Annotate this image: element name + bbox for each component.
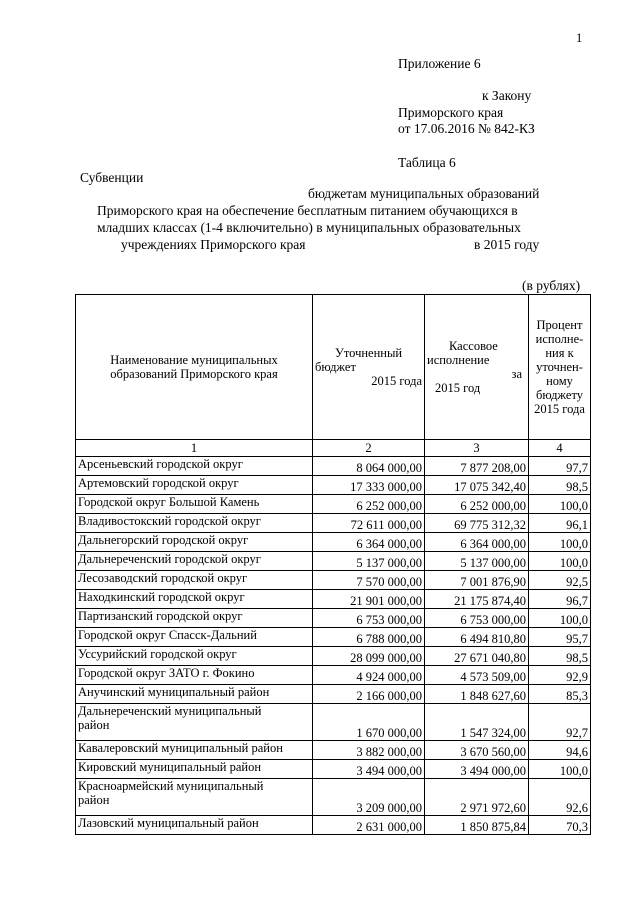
table-row	[76, 779, 591, 816]
row-name: Городской округ Большой Камень	[76, 495, 313, 514]
header-budget-line-3: 2015 года	[371, 374, 422, 388]
table-row	[76, 514, 591, 533]
table-row	[76, 760, 591, 779]
row-budget: 6 364 000,00	[313, 533, 425, 552]
row-budget: 17 333 000,00	[313, 476, 425, 495]
row-budget: 21 901 000,00	[313, 590, 425, 609]
page-number: 1	[576, 31, 583, 45]
row-name: Красноармейский муниципальный район	[76, 779, 313, 816]
row-percent: 100,0	[529, 609, 591, 628]
row-percent: 100,0	[529, 533, 591, 552]
column-number: 1	[76, 440, 313, 457]
table-row	[76, 628, 591, 647]
row-budget: 1 670 000,00	[313, 704, 425, 741]
header-exec-line-3: за	[511, 367, 522, 381]
row-executed: 69 775 312,32	[425, 514, 529, 533]
row-percent: 100,0	[529, 760, 591, 779]
header-exec-line-4: 2015 год	[435, 381, 481, 395]
row-name: Анучинский муниципальный район	[76, 685, 313, 704]
header-pct-line-2: исполне-	[535, 332, 584, 346]
row-name: Кировский муниципальный район	[76, 760, 313, 779]
row-executed: 2 971 972,60	[425, 779, 529, 816]
appendix-label: Приложение 6	[398, 56, 481, 71]
row-budget: 72 611 000,00	[313, 514, 425, 533]
table-row	[76, 457, 591, 476]
row-executed: 6 753 000,00	[425, 609, 529, 628]
row-executed: 1 547 324,00	[425, 704, 529, 741]
row-percent: 96,7	[529, 590, 591, 609]
row-budget: 5 137 000,00	[313, 552, 425, 571]
table-row	[76, 741, 591, 760]
table-row	[76, 704, 591, 741]
table-row	[76, 552, 591, 571]
row-budget: 3 882 000,00	[313, 741, 425, 760]
table-label: Таблица 6	[398, 155, 456, 170]
row-budget: 3 209 000,00	[313, 779, 425, 816]
row-budget: 8 064 000,00	[313, 457, 425, 476]
column-number: 2	[313, 440, 425, 457]
table-row	[76, 816, 591, 835]
row-percent: 95,7	[529, 628, 591, 647]
row-executed: 6 252 000,00	[425, 495, 529, 514]
header-executed	[425, 295, 529, 440]
row-budget: 2 166 000,00	[313, 685, 425, 704]
row-percent: 92,9	[529, 666, 591, 685]
row-budget: 4 924 000,00	[313, 666, 425, 685]
row-executed: 7 001 876,90	[425, 571, 529, 590]
row-name: Лесозаводский городской округ	[76, 571, 313, 590]
row-executed: 7 877 208,00	[425, 457, 529, 476]
row-name: Лазовский муниципальный район	[76, 816, 313, 835]
header-pct-line-7: 2015 года	[534, 402, 585, 416]
row-budget: 3 494 000,00	[313, 760, 425, 779]
header-exec-line-2: исполнение	[427, 353, 490, 367]
table-row	[76, 590, 591, 609]
row-executed: 6 364 000,00	[425, 533, 529, 552]
header-pct-line-5: ному	[546, 374, 573, 388]
row-budget: 7 570 000,00	[313, 571, 425, 590]
header-exec-line-1: Кассовое	[449, 339, 498, 353]
units-note: (в рублях)	[522, 278, 581, 293]
header-pct-line-4: уточнен-	[536, 360, 583, 374]
header-pct-line-1: Процент	[536, 318, 583, 332]
row-name: Находкинский городской округ	[76, 590, 313, 609]
header-percent	[529, 295, 591, 440]
row-executed: 6 494 810,80	[425, 628, 529, 647]
row-name: Кавалеровский муниципальный район	[76, 741, 313, 760]
row-executed: 5 137 000,00	[425, 552, 529, 571]
row-executed: 1 850 875,84	[425, 816, 529, 835]
row-executed: 27 671 040,80	[425, 647, 529, 666]
row-percent: 85,3	[529, 685, 591, 704]
column-number: 4	[529, 440, 591, 457]
row-percent: 70,3	[529, 816, 591, 835]
row-percent: 100,0	[529, 552, 591, 571]
row-name: Дальнереченский городской округ	[76, 552, 313, 571]
table-header-row	[76, 295, 591, 440]
title-line-4b: в 2015 году	[474, 237, 540, 252]
header-budget-line-2: бюджет	[315, 360, 356, 374]
row-executed: 3 494 000,00	[425, 760, 529, 779]
title-line-3: младших классах (1-4 включительно) в муниципальных образовательных	[97, 220, 521, 235]
row-budget: 6 252 000,00	[313, 495, 425, 514]
row-percent: 97,7	[529, 457, 591, 476]
row-percent: 98,5	[529, 647, 591, 666]
row-executed: 1 848 627,60	[425, 685, 529, 704]
table-row	[76, 609, 591, 628]
appendix-region: Приморского края	[398, 105, 504, 120]
row-name: Дальнереченский муниципальный район	[76, 704, 313, 741]
row-percent: 92,5	[529, 571, 591, 590]
subventions-table	[75, 294, 591, 835]
table-row	[76, 533, 591, 552]
row-executed: 3 670 560,00	[425, 741, 529, 760]
header-pct-line-3: ния к	[545, 346, 574, 360]
table-row	[76, 495, 591, 514]
header-budget-line-1: Уточненный	[335, 346, 403, 360]
row-budget: 28 099 000,00	[313, 647, 425, 666]
row-name: Дальнегорский городской округ	[76, 533, 313, 552]
row-name: Владивостокский городской округ	[76, 514, 313, 533]
row-name: Арсеньевский городской округ	[76, 457, 313, 476]
row-executed: 21 175 874,40	[425, 590, 529, 609]
row-budget: 6 788 000,00	[313, 628, 425, 647]
table-row	[76, 476, 591, 495]
row-percent: 96,1	[529, 514, 591, 533]
header-pct-line-6: бюджету	[536, 388, 583, 402]
row-percent: 98,5	[529, 476, 591, 495]
table-row	[76, 571, 591, 590]
header-budget	[313, 295, 425, 440]
row-name: Городской округ ЗАТО г. Фокино	[76, 666, 313, 685]
row-budget: 6 753 000,00	[313, 609, 425, 628]
row-name: Городской округ Спасск-Дальний	[76, 628, 313, 647]
row-percent: 92,7	[529, 704, 591, 741]
header-name: Наименование муниципальных образований Приморского края	[76, 295, 313, 440]
title-word: Субвенции	[80, 170, 144, 185]
table-row	[76, 666, 591, 685]
row-budget: 2 631 000,00	[313, 816, 425, 835]
row-percent: 94,6	[529, 741, 591, 760]
row-percent: 92,6	[529, 779, 591, 816]
title-line-1: бюджетам муниципальных образований	[308, 186, 540, 201]
title-line-2: Приморского края на обеспечение бесплатным питанием обучающихся в	[97, 203, 518, 218]
column-number: 3	[425, 440, 529, 457]
row-executed: 17 075 342,40	[425, 476, 529, 495]
row-percent: 100,0	[529, 495, 591, 514]
appendix-law-date: от 17.06.2016 № 842-КЗ	[398, 121, 535, 136]
title-line-4a: учреждениях Приморского края	[121, 237, 306, 252]
table-row	[76, 647, 591, 666]
table-row	[76, 685, 591, 704]
column-number-row	[76, 440, 591, 457]
row-name: Партизанский городской округ	[76, 609, 313, 628]
row-executed: 4 573 509,00	[425, 666, 529, 685]
row-name: Уссурийский городской округ	[76, 647, 313, 666]
appendix-law-label: к Закону	[482, 88, 532, 103]
row-name: Артемовский городской округ	[76, 476, 313, 495]
